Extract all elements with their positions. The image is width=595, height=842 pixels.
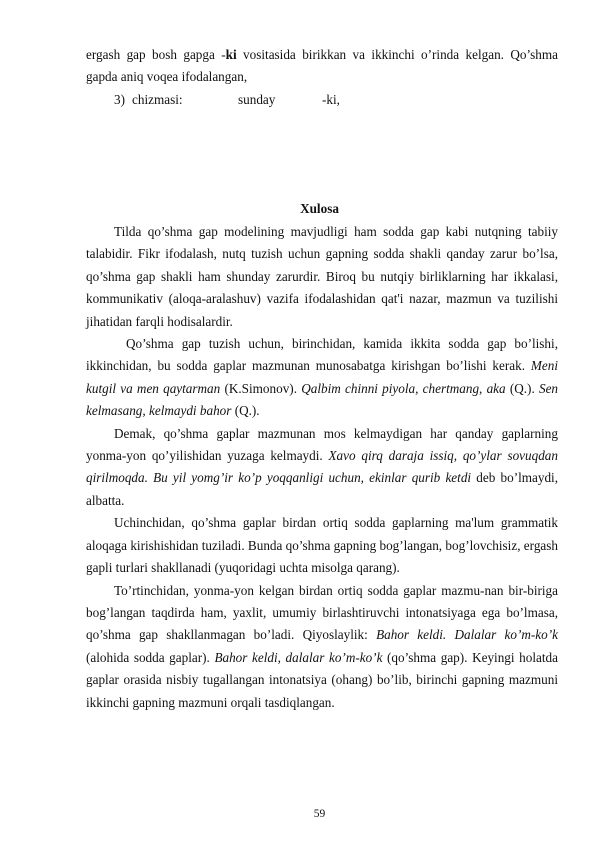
p5-example-1: Bahor keldi. Dalalar ko’m-ko’k <box>376 627 558 643</box>
body-text <box>86 221 558 714</box>
scheme-item-sunday: sunday <box>238 91 276 107</box>
p5-example-2: Bahor keldi, dalalar ko’m-ko’k <box>214 649 383 665</box>
section-title: Xulosa <box>300 201 339 216</box>
p2-example-2: Qalbim chinni piyola, chertmang, aka <box>301 380 506 396</box>
p3-example: Xavo qirq daraja issiq, qo’ylar sovuqdan qirilmoqda. Bu yil yomg’ir ko’p yoqqanligi uchun, ekinlar qurib ketdi <box>86 448 558 486</box>
scheme-number: 3) <box>114 91 125 107</box>
p3-text-end: deb bo’lmaydi, albatta. <box>86 470 559 508</box>
paragraph-3 <box>86 423 558 513</box>
p2-source-3: (Q.). <box>231 403 260 419</box>
page-number: 59 <box>313 808 326 820</box>
paragraph-5 <box>86 580 558 714</box>
intro-paragraph <box>86 44 558 89</box>
intro-block <box>86 44 558 111</box>
intro-ki: ki <box>225 47 237 62</box>
paragraph-1: Tilda qo’shma gap modelining mavjudligi ham sodda gap kabi nutqning tabiiy talabidir. Fikr ifodalash, nutq tuzish uchun gapning sodda shakli qanday zarur bo’lsa, qo’shma gap shakli ham shunday zarurdir. Biroq bu nutqiy birliklarning har ikkalasi, kommunikativ (aloqa-aralashuv) vazifa ifodalashidan qat'i nazar, mazmun va tuzilishi jihatidan farqli hodisalardir. <box>86 224 558 329</box>
p2-example-3: Sen kelmasang, kelmaydi bahor <box>86 380 559 419</box>
paragraph-2 <box>86 333 558 423</box>
p2-text: Qo’shma gap tuzish uchun, birinchidan, kamida ikkita sodda gap bo’lishi, ikkinchidan, bu sodda gaplar mazmunan munosabatga kirishgan bo’lishi kerak. <box>86 336 558 374</box>
scheme-label: chizmasi: <box>132 91 183 107</box>
p5-text: To’rtinchidan, yonma-yon kelgan birdan ortiq sodda gaplar mazmu-nan bir-biriga bog’langan taqdirda ham, yaxlit, umumiy birlashtiruvchi intonatsiyaga ega bo’lmasa, qo’shma gap shakllanmagan bo’ladi. Qiyoslaylik: <box>86 582 558 643</box>
p5-text-end: (qo’shma gap). Keyingi holatda gaplar orasida nisbiy tugallangan intonatsiya (ohang) bo’lib, birinchi gapning mazmuni ikkinchi gapning mazmuni orqali tasdiqlangan. <box>86 649 558 710</box>
intro-text-rest: vositasida birikkan va ikkinchi o’rinda kelgan. Qo’shma gapda aniq voqea ifodalangan, <box>86 47 558 85</box>
scheme-line <box>114 89 558 111</box>
p3-text: Demak, qo’shma gaplar mazmunan mos kelmaydigan har qanday gaplarning yonma-yon qo’yilishidan yuzaga kelmaydi. <box>86 425 558 464</box>
p2-source-1: (K.Simonov). <box>220 380 302 396</box>
p2-source-2: (Q.). <box>505 380 539 396</box>
scheme-item-ki: -ki, <box>322 91 340 107</box>
p2-example-1: Meni kutgil va men qaytarman <box>86 358 558 396</box>
intro-text: ergash gap bosh gapga - <box>86 47 226 62</box>
paragraph-4: Uchinchidan, qo’shma gaplar birdan ortiq sodda gaplarning ma'lum grammatik aloqaga kirishishidan tuziladi. Bunda qo’shma gapning bog’langan, bog’lovchisiz, ergash gapli turlari shakllanadi (yuqoridagi uchta misolga qarang). <box>86 515 558 576</box>
p5-note-1: (alohida sodda gaplar). <box>86 649 215 665</box>
